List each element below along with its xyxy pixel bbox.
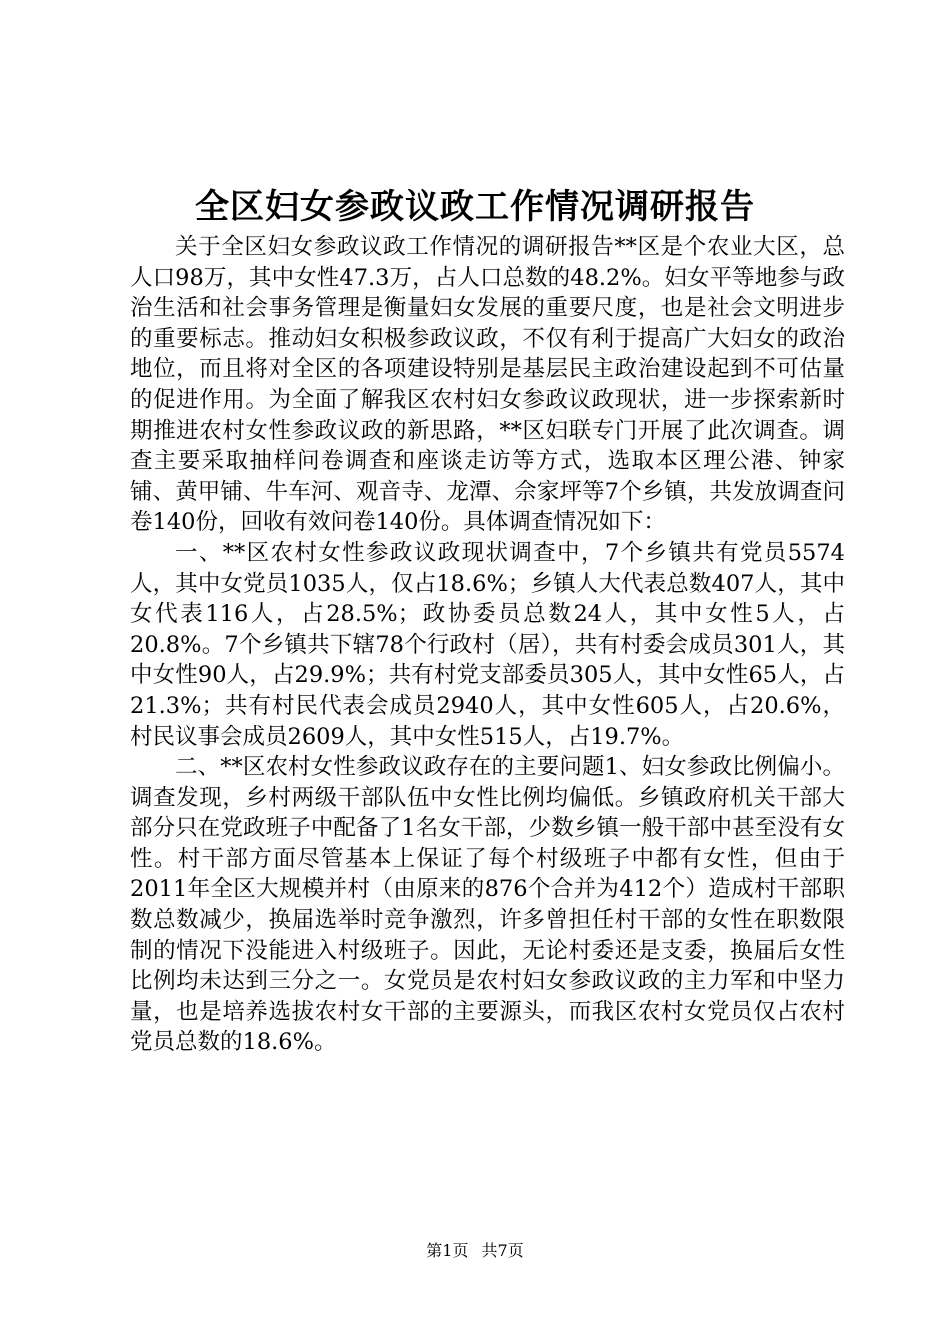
document-body	[130, 232, 845, 1058]
page-number: 第1页	[426, 1241, 469, 1260]
page-total: 共7页	[481, 1241, 524, 1260]
document-title: 全区妇女参政议政工作情况调研报告	[195, 187, 755, 227]
paragraph-status-survey: 一、**区农村女性参政议政现状调查中，7个乡镇共有党员5574人，其中女党员1035人，仅占18.6%；乡镇人大代表总数407人，其中女代表116人，占28.5%；政协委员总数24人，其中女性5人，占20.8%。7个乡镇共下辖78个行政村（居），共有村委会成员301人，其中女性90人，占29.9%；共有村党支部委员305人，其中女性65人，占21.3%；共有村民代表会成员2940人，其中女性605人，占20.6%，村民议事会成员2609人，其中女性515人，占19.7%。	[130, 539, 845, 750]
page-footer	[0, 1240, 950, 1262]
paragraph-main-problems: 二、**区农村女性参政议政存在的主要问题1、妇女参政比例偏小。调查发现，乡村两级干部队伍中女性比例均偏低。乡镇政府机关干部大部分只在党政班子中配备了1名女干部，少数乡镇一般干部中甚至没有女性。村干部方面尽管基本上保证了每个村级班子中都有女性，但由于2011年全区大规模并村（由原来的876个合并为412个）造成村干部职数总数减少，换届选举时竞争激烈，许多曾担任村干部的女性在职数限制的情况下没能进入村级班子。因此，无论村委还是支委，换届后女性比例均未达到三分之一。女党员是农村妇女参政议政的主力军和中坚力量，也是培养选拔农村女干部的主要源头，而我区农村女党员仅占农村党员总数的18.6%。	[130, 754, 845, 1056]
paragraph-intro: 关于全区妇女参政议政工作情况的调研报告**区是个农业大区，总人口98万，其中女性47.3万，占人口总数的48.2%。妇女平等地参与政治生活和社会事务管理是衡量妇女发展的重要尺度，也是社会文明进步的重要标志。推动妇女积极参政议政，不仅有利于提高广大妇女的政治地位，而且将对全区的各项建设特别是基层民主政治建设起到不可估量的促进作用。为全面了解我区农村妇女参政议政现状，进一步探索新时期推进农村女性参政议政的新思路，**区妇联专门开展了此次调查。调查主要采取抽样问卷调查和座谈走访等方式，选取本区理公港、钟家铺、黄甲铺、牛车河、观音寺、龙潭、佘家坪等7个乡镇，共发放调查问卷140份，回收有效问卷140份。具体调查情况如下：	[130, 234, 845, 536]
